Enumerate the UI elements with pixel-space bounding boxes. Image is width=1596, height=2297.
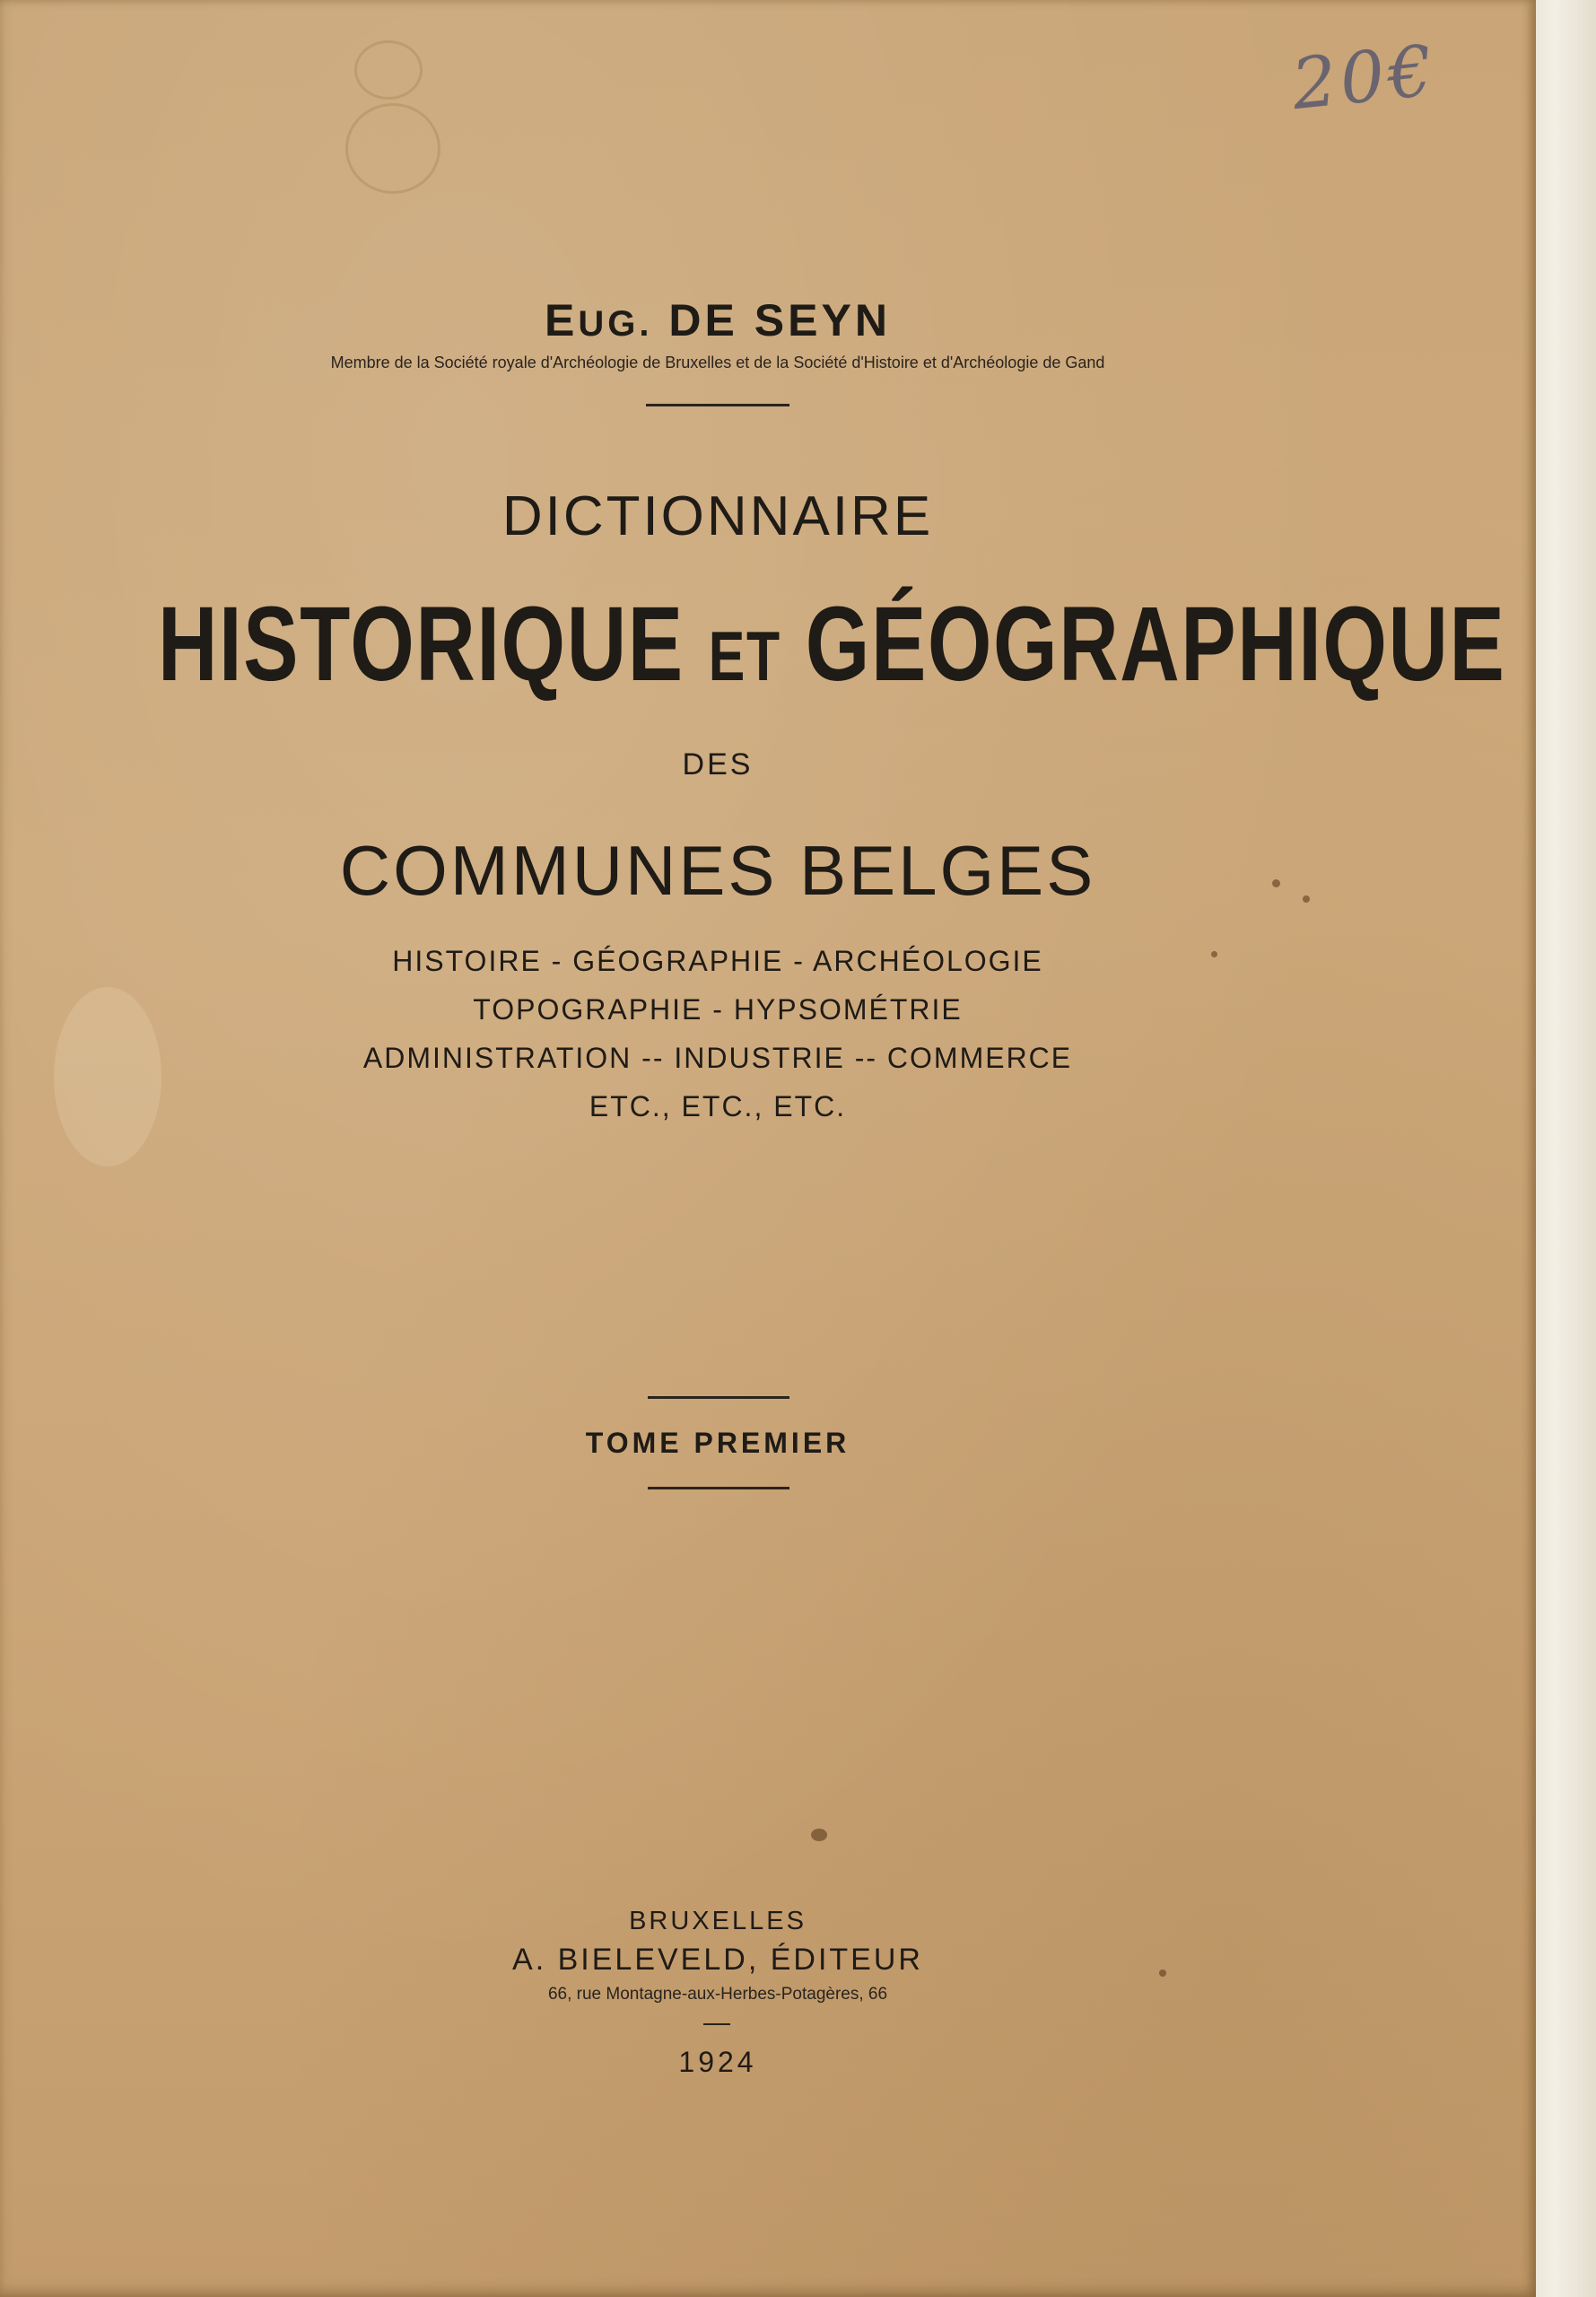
author-membership: Membre de la Société royale d'Archéologie de Bruxelles et de la Société d'Histoire et d'Archéologie de Gand — [330, 354, 1105, 371]
subject-line: ETC., ETC., ETC. — [589, 1090, 847, 1122]
handwritten-price: 20€ — [1287, 30, 1441, 127]
publisher-city: BRUXELLES — [629, 1907, 807, 1935]
subject-line: ADMINISTRATION -- INDUSTRIE -- COMMERCE — [362, 1042, 1073, 1074]
title-des: DES — [682, 747, 754, 782]
volume-label: TOME PREMIER — [585, 1427, 850, 1459]
divider-rule — [646, 404, 789, 406]
title-dictionnaire: DICTIONNAIRE — [501, 485, 934, 547]
publication-year: 1924 — [678, 2046, 757, 2078]
subject-line: HISTOIRE - GÉOGRAPHIE - ARCHÉOLOGIE — [392, 945, 1043, 977]
ink-spot — [811, 1829, 827, 1841]
divider-rule — [648, 1396, 789, 1399]
title-communes-belges: COMMUNES BELGES — [339, 831, 1096, 910]
ring-stain — [345, 103, 440, 194]
divider-rule — [703, 2023, 730, 2025]
publisher-name: A. BIELEVELD, ÉDITEUR — [512, 1943, 923, 1977]
title-main: HISTORIQUE ET GÉOGRAPHIQUE — [158, 585, 1506, 703]
divider-rule — [648, 1487, 789, 1489]
author-name: EUG. DE SEYN — [545, 295, 891, 345]
subject-line: TOPOGRAPHIE - HYPSOMÉTRIE — [473, 993, 963, 1026]
publisher-address: 66, rue Montagne-aux-Herbes-Potagères, 66 — [547, 1985, 888, 2004]
ring-stain — [354, 40, 423, 100]
